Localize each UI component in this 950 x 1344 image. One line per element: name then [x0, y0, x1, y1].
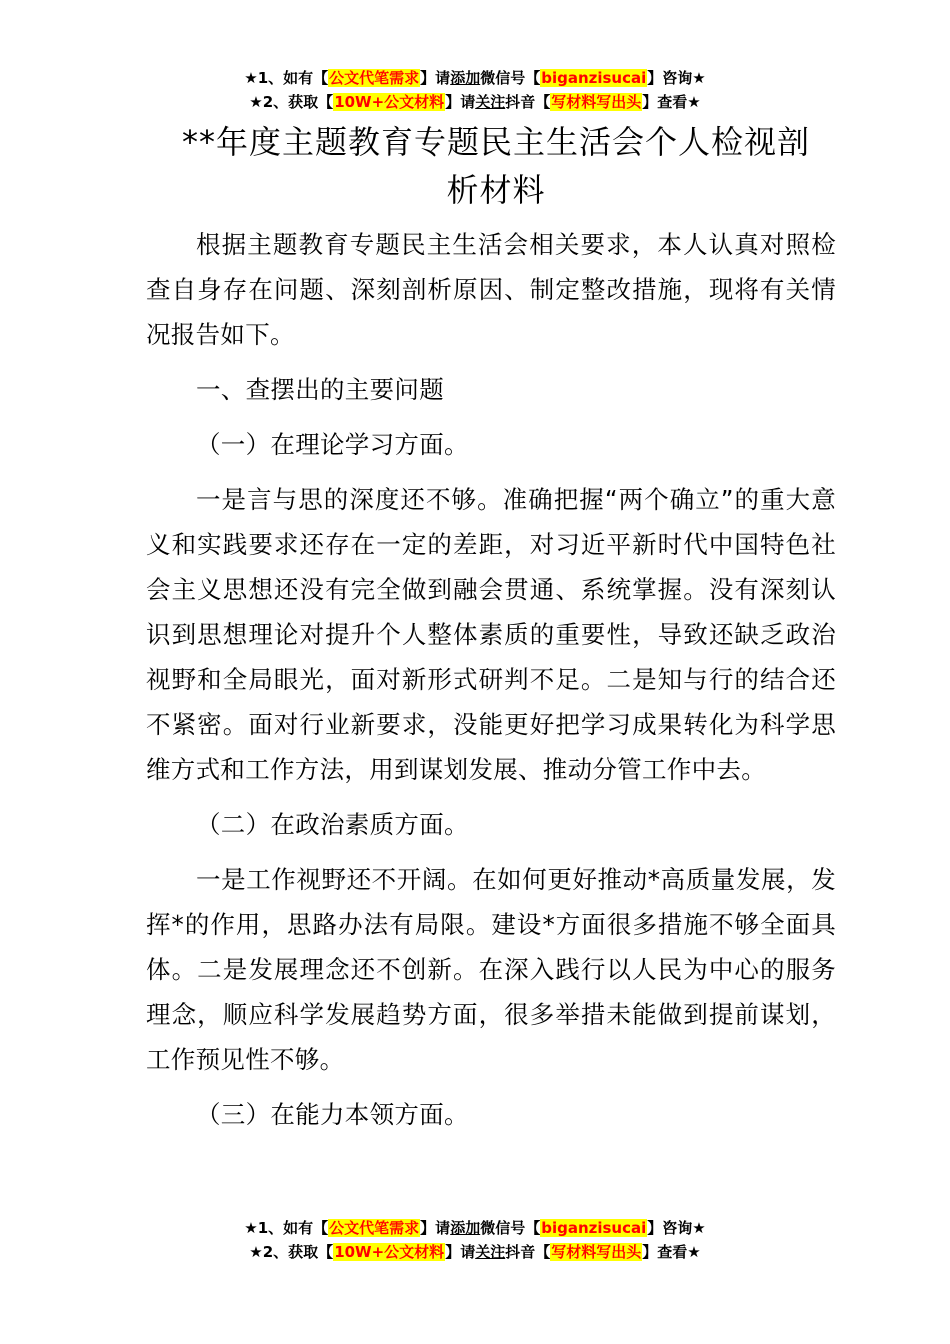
subsection-heading-politics: （二）在政治素质方面。 — [196, 810, 469, 839]
promo-wechat-id: biganzisucai — [541, 69, 647, 87]
promo-underlined: 添加 — [450, 69, 481, 87]
promo-text: ★2、获取【 — [249, 1243, 334, 1261]
promo-text: 】咨询★ — [647, 69, 706, 87]
promo-highlight: 公文代笔需求 — [329, 69, 420, 87]
subsection-heading-ability: （三）在能力本领方面。 — [196, 1100, 469, 1129]
document-title — [146, 118, 846, 214]
header-promo-banner — [0, 66, 950, 114]
paragraph-politics: 一是工作视野还不开阔。在如何更好推动*高质量发展，发挥*的作用，思路办法有局限。建设*方面很多措施不够全面具体。二是发展理念还不创新。在深入践行以人民为中心的服务理念，顺应科学发展趋势方面，很多举措未能做到提前谋划，工作预见性不够。 — [146, 865, 836, 1074]
promo-douyin-name: 写材料写出头 — [551, 1243, 642, 1261]
title-line-1: **年度主题教育专题民主生活会个人检视剖 — [181, 123, 810, 161]
promo-text: 】请 — [420, 1219, 451, 1237]
promo-text: 抖音【 — [505, 93, 551, 111]
promo-highlight: 10W+公文材料 — [334, 1243, 445, 1261]
promo-text: 抖音【 — [505, 1243, 551, 1261]
promo-underlined: 关注 — [475, 1243, 506, 1261]
footer-promo-banner — [0, 1216, 950, 1264]
promo-text: 】请 — [420, 69, 451, 87]
promo-douyin-name: 写材料写出头 — [551, 93, 642, 111]
promo-wechat-id: biganzisucai — [541, 1219, 647, 1237]
promo-text: ★1、如有【 — [244, 69, 329, 87]
promo-text: 】查看★ — [642, 1243, 701, 1261]
intro-paragraph: 根据主题教育专题民主生活会相关要求，本人认真对照检查自身存在问题、深刻剖析原因、制定整改措施，现将有关情况报告如下。 — [146, 230, 836, 349]
promo-line-1 — [0, 1216, 950, 1240]
title-line-2: 析材料 — [446, 171, 546, 209]
promo-underlined: 关注 — [475, 93, 506, 111]
promo-text: 微信号【 — [480, 69, 541, 87]
subsection-heading-theory: （一）在理论学习方面。 — [196, 430, 469, 459]
promo-line-1 — [0, 66, 950, 90]
promo-text: 】请 — [445, 93, 476, 111]
promo-text: ★2、获取【 — [249, 93, 334, 111]
promo-highlight: 10W+公文材料 — [334, 93, 445, 111]
promo-text: 】查看★ — [642, 93, 701, 111]
promo-text: 】咨询★ — [647, 1219, 706, 1237]
promo-line-2 — [0, 1240, 950, 1264]
section-heading-1: 一、查摆出的主要问题 — [196, 375, 444, 404]
promo-underlined: 添加 — [450, 1219, 481, 1237]
promo-text: ★1、如有【 — [244, 1219, 329, 1237]
promo-highlight: 公文代笔需求 — [329, 1219, 420, 1237]
promo-text: 】请 — [445, 1243, 476, 1261]
paragraph-theory: 一是言与思的深度还不够。准确把握“两个确立”的重大意义和实践要求还存在一定的差距，对习近平新时代中国特色社会主义思想还没有完全做到融会贯通、系统掌握。没有深刻认识到思想理论对提升个人整体素质的重要性，导致还缺乏政治视野和全局眼光，面对新形式研判不足。二是知与行的结合还不紧密。面对行业新要求，没能更好把学习成果转化为科学思维方式和工作方法，用到谋划发展、推动分管工作中去。 — [146, 485, 836, 784]
promo-text: 微信号【 — [480, 1219, 541, 1237]
promo-line-2 — [0, 90, 950, 114]
document-body — [146, 118, 836, 1137]
